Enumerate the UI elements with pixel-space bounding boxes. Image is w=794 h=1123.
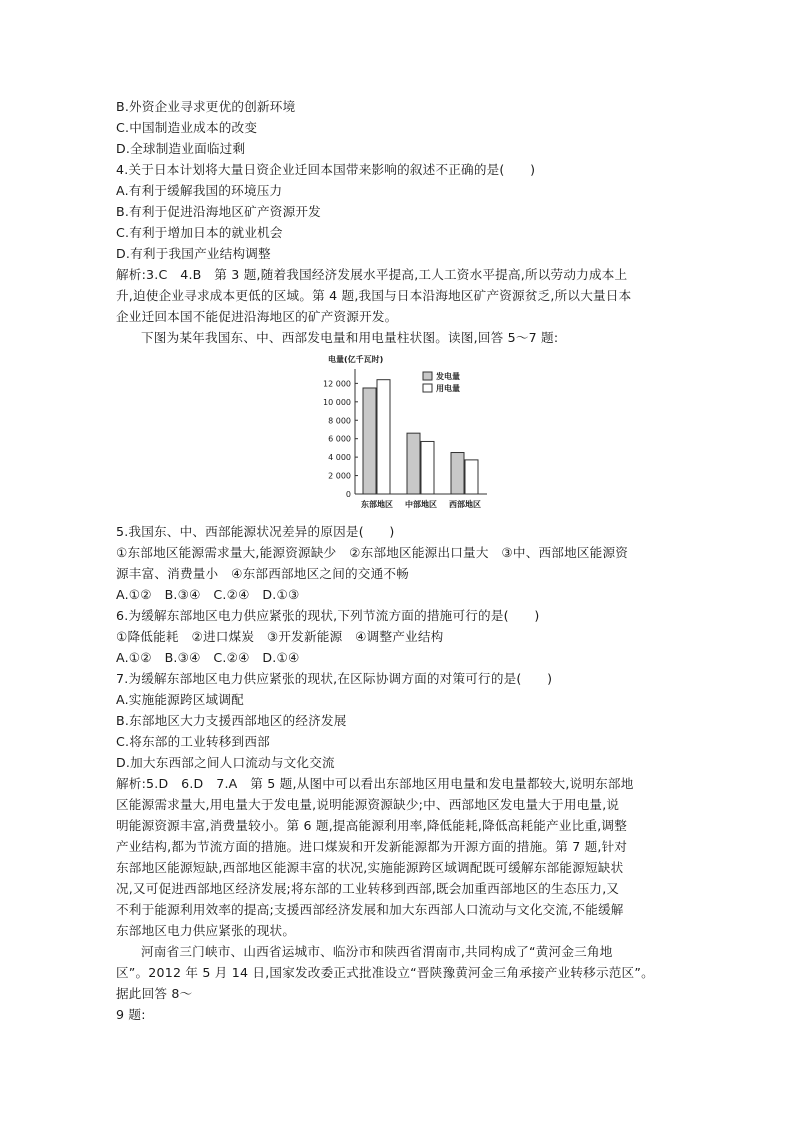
text-line: C.将东部的工业转移到西部 (116, 734, 270, 749)
text-line: C.有利于增加日本的就业机会 (116, 225, 283, 240)
power-bar-chart (312, 349, 512, 519)
y-tick-label: 0 (345, 490, 351, 499)
text-line: 企业迁回本国不能促进沿海地区的矿产资源开发。 (116, 309, 398, 324)
text-line: 源丰富、消费量小 ④东部西部地区之间的交通不畅 (116, 566, 409, 581)
text-line: 不利于能源利用效率的提高;支援西部经济发展和加大东西部人口流动与文化交流,不能缓解 (116, 902, 624, 917)
text-line: 下图为某年我国东、中、西部发电量和用电量柱状图。读图,回答 5～7 题: (141, 330, 559, 345)
text-line: 4.关于日本计划将大量日资企业迁回本国带来影响的叙述不正确的是( ) (116, 162, 536, 177)
text-line: 况,又可促进西部地区经济发展;将东部的工业转移到西部,既会加重西部地区的生态压力,又 (116, 881, 620, 896)
text-line: A.①② B.③④ C.②④ D.①④ (116, 650, 300, 665)
text-line: B.外资企业寻求更优的创新环境 (116, 99, 296, 114)
text-line: A.有利于缓解我国的环境压力 (116, 183, 283, 198)
y-tick-label: 4 000 (328, 453, 351, 463)
chart-container (116, 349, 688, 519)
legend-swatch (423, 372, 432, 380)
bar-consumption (421, 441, 434, 494)
text-line: 东部地区能源短缺,西部地区能源丰富的状况,实施能源跨区域调配既可缓解东部能源短缺状 (116, 860, 624, 875)
text-line: 河南省三门峡市、山西省运城市、临汾市和陕西省渭南市,共同构成了“黄河金三角地 (141, 944, 613, 959)
text-line: 区”。2012 年 5 月 14 日,国家发改委正式批准设立“晋陕豫黄河金三角承接产业转移示范区”。 (116, 965, 654, 980)
y-tick-label: 12 000 (323, 379, 351, 389)
y-axis-label: 电量(亿千瓦时) (328, 355, 384, 364)
y-tick-label: 2 000 (328, 471, 351, 481)
text-line: 据此回答 8～ (116, 986, 193, 1001)
category-label: 东部地区 (361, 500, 393, 509)
y-tick-label: 8 000 (328, 416, 351, 426)
bar-generation (363, 388, 376, 494)
bar-consumption (465, 460, 478, 494)
legend-label: 发电量 (436, 372, 460, 381)
text-line: D.有利于我国产业结构调整 (116, 246, 271, 261)
text-line: ①降低能耗 ②进口煤炭 ③开发新能源 ④调整产业结构 (116, 629, 444, 644)
text-line: 7.为缓解东部地区电力供应紧张的现状,在区际协调方面的对策可行的是( ) (116, 671, 553, 686)
legend-swatch (423, 384, 432, 392)
text-line: 9 题: (116, 1007, 146, 1022)
bar-generation (407, 433, 420, 494)
bar-consumption (377, 380, 390, 494)
text-line: 产业结构,都为节流方面的措施。进口煤炭和开发新能源都为开源方面的措施。第 7 题,针对 (116, 839, 628, 854)
text-line: D.加大东西部之间人口流动与文化交流 (116, 755, 335, 770)
text-block-bottom (116, 521, 688, 1025)
text-line: B.有利于促进沿海地区矿产资源开发 (116, 204, 321, 219)
text-line: 东部地区电力供应紧张的现状。 (116, 923, 296, 938)
category-label: 西部地区 (449, 500, 481, 509)
text-line: 解析:3.C 4.B 第 3 题,随着我国经济发展水平提高,工人工资水平提高,所以劳动力成本上 (116, 267, 628, 282)
text-block-top (116, 96, 688, 348)
text-line: ①东部地区能源需求量大,能源资源缺少 ②东部地区能源出口量大 ③中、西部地区能源资 (116, 545, 629, 560)
legend-label: 用电量 (436, 384, 460, 393)
text-line: 5.我国东、中、西部能源状况差异的原因是( ) (116, 524, 395, 539)
y-tick-label: 10 000 (323, 397, 351, 407)
y-tick-label: 6 000 (328, 434, 351, 444)
text-line: 6.为缓解东部地区电力供应紧张的现状,下列节流方面的措施可行的是( ) (116, 608, 540, 623)
text-line: B.东部地区大力支援西部地区的经济发展 (116, 713, 347, 728)
text-line: A.①② B.③④ C.②④ D.①③ (116, 587, 300, 602)
text-line: C.中国制造业成本的改变 (116, 120, 258, 135)
text-line: 明能源资源丰富,消费量较小。第 6 题,提高能源利用率,降低能耗,降低高耗能产业比重,调整 (116, 818, 628, 833)
text-line: 解析:5.D 6.D 7.A 第 5 题,从图中可以看出东部地区用电量和发电量都较大,说明东部地 (116, 776, 634, 791)
category-label: 中部地区 (405, 500, 437, 509)
text-line: 升,迫使企业寻求成本更低的区域。第 4 题,我国与日本沿海地区矿产资源贫乏,所以大量日本 (116, 288, 632, 303)
text-line: A.实施能源跨区域调配 (116, 692, 244, 707)
text-line: D.全球制造业面临过剩 (116, 141, 246, 156)
text-line: 区能源需求量大,用电量大于发电量,说明能源资源缺少;中、西部地区发电量大于用电量,说 (116, 797, 620, 812)
document-page (116, 96, 688, 1025)
bar-generation (451, 453, 464, 494)
